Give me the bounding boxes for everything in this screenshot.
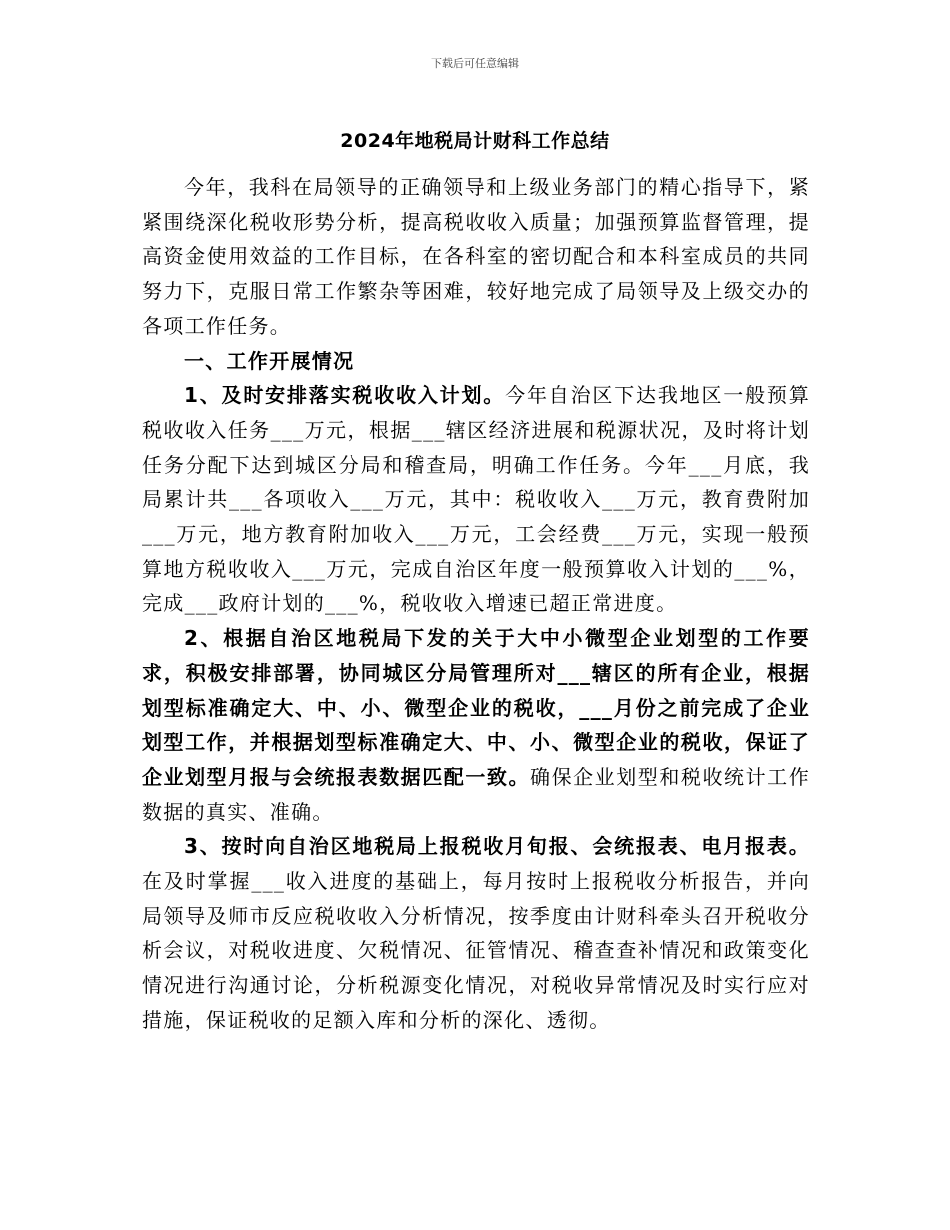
item-2-paragraph [142, 621, 810, 829]
section-heading: 一、工作开展情况 [184, 348, 355, 373]
page-header: 下载后可任意编辑 [431, 57, 519, 70]
item-1-heading: 1、及时安排落实税收收入计划。 [184, 383, 506, 408]
intro-paragraph: 今年，我科在局领导的正确领导和上级业务部门的精心指导下，紧紧围绕深化税收形势分析，提高税收收入质量；加强预算监督管理，提高资金使用效益的工作目标，在各科室的密切配合和本科室成员的共同努力下，克服日常工作繁杂等困难，较好地完成了局领导及上级交办的各项工作任务。 [142, 175, 810, 338]
item-3-paragraph [142, 829, 810, 1037]
document-title: 2024年地税局计财科工作总结 [340, 130, 610, 152]
item-1-text: 今年自治区下达我地区一般预算税收收入任务___万元，根据___辖区经济进展和税源状况，及时将计划任务分配下达到城区分局和稽查局，明确工作任务。今年___月底，我局累计共___各项收入___万元，其中：税收收入___万元，教育费附加___万元，地方教育附加收入___万元，工会经费___万元，实现一般预算地方税收收入___万元，完成自治区年度一般预算收入计划的___%，完成___政府计划的___%，税收收入增速已超正常进度。 [142, 383, 810, 616]
item-2-text: 确保企业划型和税收统计工作数据的真实、准确。 [142, 764, 810, 824]
item-3-text: 在及时掌握___收入进度的基础上，每月按时上报税收分析报告，并向局领导及师市反应税收收入分析情况，按季度由计财科牵头召开税收分析会议，对税收进度、欠税情况、征管情况、稽查查补情况和政策变化情况进行沟通讨论，分析税源变化情况，对税收异常情况及时实行应对措施，保证税收的足额入库和分析的深化、透彻。 [142, 869, 810, 1032]
item-2-heading: 2、根据自治区地税局下发的关于大中小微型企业划型的工作要求，积极安排部署，协同城区分局管理所对___辖区的所有企业，根据划型标准确定大、中、小、微型企业的税收，___月份之前完成了企业划型工作，并根据划型标准确定大、中、小、微型企业的税收，保证了企业划型月报与会统报表数据匹配一致。 [142, 626, 810, 789]
document-body [142, 170, 810, 1038]
item-3-heading: 3、按时向自治区地税局上报税收月旬报、会统报表、电月报表。 [184, 834, 810, 859]
item-1-paragraph [142, 378, 810, 621]
